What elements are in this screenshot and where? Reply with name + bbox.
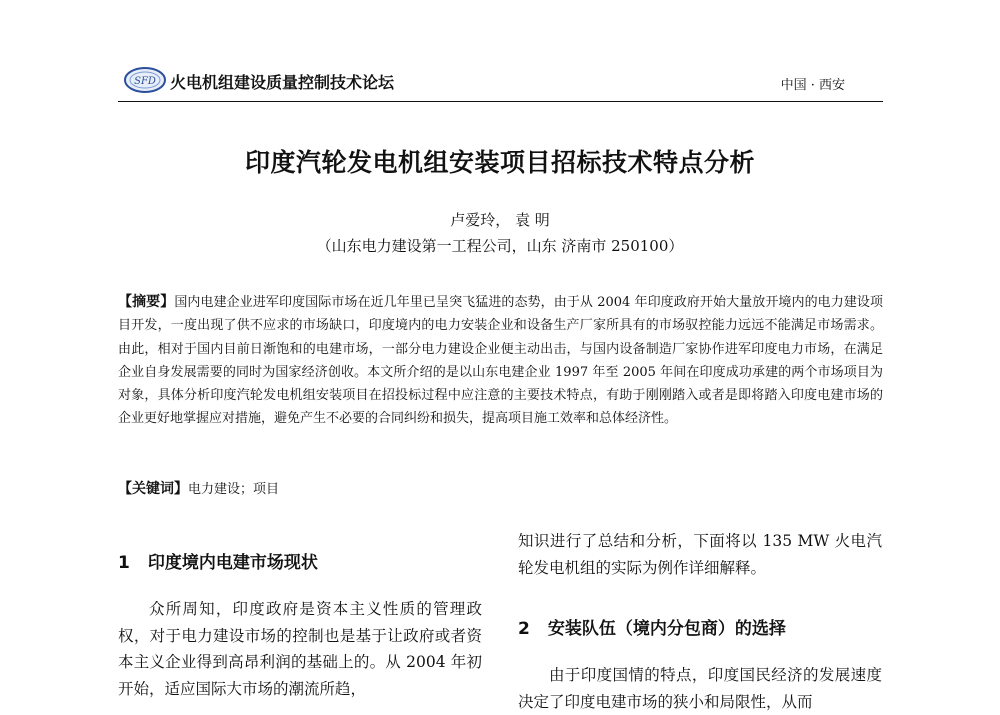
abstract-label: 【摘要】	[118, 294, 175, 310]
section-2-heading	[518, 614, 882, 639]
right-column	[518, 528, 882, 715]
conference-location: 中国 · 西安	[780, 78, 845, 93]
section-2-title: 安装队伍（境内分包商）的选择	[547, 619, 786, 639]
paper-authors: 卢爱玲， 袁 明	[450, 211, 550, 229]
section-1-number: 1	[118, 553, 130, 573]
section-2-number: 2	[518, 619, 530, 639]
author-affiliation: （山东电力建设第一工程公司，山东 济南市 250100）	[316, 237, 684, 255]
abstract	[118, 291, 883, 431]
section-1-title: 印度境内电建市场现状	[147, 553, 318, 573]
keywords	[118, 478, 883, 501]
paper-title: 印度汽轮发电机组安装项目招标技术特点分析	[244, 148, 755, 177]
keywords-label: 【关键词】	[118, 481, 188, 497]
section-1-continued-paragraph: 知识进行了总结和分析，下面将以 135 MW 火电汽轮发电机组的实际为例作详细解释。	[518, 532, 882, 577]
abstract-text: 国内电建企业进军印度国际市场在近几年里已呈突飞猛进的态势，由于从 2004 年印度政府开始大量放开境内的电力建设项目开发，一度出现了供不应求的市场缺口，印度境内的电力安装企业和设备生产厂家所具有的市场驭控能力远远不能满足市场需求。由此，相对于国内目前日渐饱和的电建市场，一部分电力建设企业便主动出击，与国内设备制造厂家协作进军印度电力市场，在满足企业自身发展需要的同时为国家经济创收。本文所介绍的是以山东电建企业 1997 年至 2005 年间在印度成功承建的两个市场项目为对象，具体分析印度汽轮发电机组安装项目在招投标过程中应注意的主要技术特点，有助于刚刚踏入或者是即将踏入印度电建市场的企业更好地掌握应对措施，避免产生不必要的合同纠纷和损失，提高项目施工效率和总体经济性。	[118, 295, 884, 427]
section-2-paragraph: 由于印度国情的特点，印度国民经济的发展速度决定了印度电建市场的狭小和局限性，从而	[518, 666, 882, 711]
forum-logo-icon	[124, 67, 166, 93]
svg-text:SFD: SFD	[134, 76, 156, 87]
page-header	[118, 66, 883, 104]
section-1-paragraph: 众所周知，印度政府是资本主义性质的管理政权，对于电力建设市场的控制也是基于让政府或者资本主义企业得到高昂利润的基础上的。从 2004 年初开始，适应国际大市场的潮流所趋，	[118, 600, 482, 698]
header-rule	[118, 101, 883, 102]
journal-name: 火电机组建设质量控制技术论坛	[170, 73, 395, 92]
keywords-text: 电力建设；项目	[188, 482, 280, 497]
left-column	[118, 548, 482, 702]
section-1-heading	[118, 548, 482, 573]
